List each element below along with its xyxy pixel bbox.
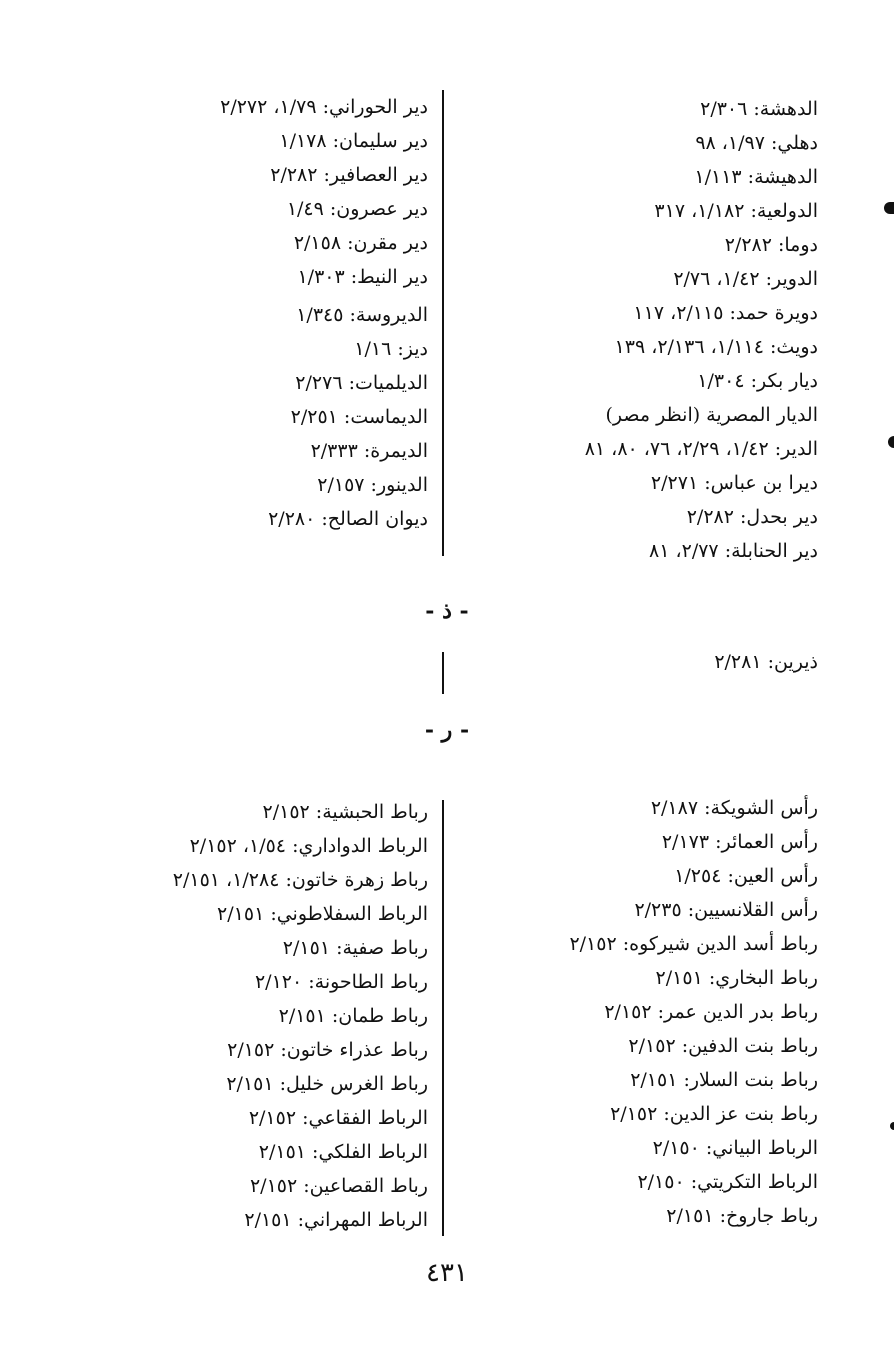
index-entry: رأس القلانسيين: ٢/٢٣٥ — [634, 899, 818, 921]
index-entry: رباط أسد الدين شيركوه: ٢/١٥٢ — [569, 933, 818, 955]
index-entry: الرباط الدواداري: ١/٥٤، ٢/١٥٢ — [189, 835, 428, 857]
index-entry: رباط جاروخ: ٢/١٥١ — [666, 1205, 818, 1227]
index-entry: رباط زهرة خاتون: ١/٢٨٤، ٢/١٥١ — [172, 869, 428, 891]
index-entry: رباط طمان: ٢/١٥١ — [278, 1005, 428, 1027]
dhal-right-column — [518, 645, 818, 679]
index-entry: رباط صفية: ٢/١٥١ — [282, 937, 428, 959]
index-entry: رباط الغرس خليل: ٢/١٥١ — [226, 1073, 428, 1095]
margin-mark — [884, 202, 894, 214]
column-divider — [442, 652, 444, 694]
letter-heading-dhal: - ذ - — [425, 598, 469, 624]
index-entry: دير مقرن: ٢/١٥٨ — [293, 232, 428, 254]
index-entry: الرباط التكريتي: ٢/١٥٠ — [637, 1171, 818, 1193]
index-entry: رباط القصاعين: ٢/١٥٢ — [249, 1175, 428, 1197]
index-entry: رأس العمائر: ٢/١٧٣ — [661, 831, 818, 853]
index-entry: رباط بنت عز الدين: ٢/١٥٢ — [610, 1103, 818, 1125]
index-entry: الديروسة: ١/٣٤٥ — [296, 304, 428, 326]
index-entry: ديرا بن عباس: ٢/٢٧١ — [650, 472, 818, 494]
index-entry: دير عصرون: ١/٤٩ — [286, 198, 428, 220]
index-entry: ديوان الصالح: ٢/٢٨٠ — [268, 508, 428, 530]
margin-mark — [888, 436, 894, 448]
index-entry: دير الحنابلة: ٢/٧٧، ٨١ — [649, 540, 818, 562]
index-entry: الديار المصرية (انظر مصر) — [605, 404, 818, 426]
index-entry: الرباط البياني: ٢/١٥٠ — [652, 1137, 818, 1159]
margin-mark — [890, 1122, 894, 1130]
index-entry: الرباط الفلكي: ٢/١٥١ — [258, 1141, 428, 1163]
ra-right-column — [478, 791, 818, 1233]
letter-heading-ra: - ر - — [424, 717, 470, 743]
index-entry: رأس الشويكة: ٢/١٨٧ — [650, 797, 818, 819]
index-entry: الرباط السفلاطوني: ٢/١٥١ — [217, 903, 428, 925]
index-entry: دير سليمان: ١/١٧٨ — [279, 130, 428, 152]
index-entry: رباط البخاري: ٢/١٥١ — [655, 967, 818, 989]
dal-right-column — [478, 92, 818, 568]
index-entry: الديماست: ٢/٢٥١ — [290, 406, 428, 428]
index-entry: الدهيشة: ١/١١٣ — [694, 166, 818, 188]
index-entry: رأس العين: ١/٢٥٤ — [674, 865, 818, 887]
index-entry: الدير: ١/٤٢، ٢/٢٩، ٧٦، ٨٠، ٨١ — [584, 438, 818, 460]
index-entry: الدينور: ٢/١٥٧ — [317, 474, 428, 496]
column-divider — [442, 800, 444, 1236]
index-entry: الدولعية: ١/١٨٢، ٣١٧ — [654, 200, 818, 222]
index-entry: ديار بكر: ١/٣٠٤ — [697, 370, 818, 392]
index-entry: رباط بنت السلار: ٢/١٥١ — [630, 1069, 818, 1091]
index-entry: رباط الحبشية: ٢/١٥٢ — [262, 801, 428, 823]
index-entry: دهلي: ١/٩٧، ٩٨ — [695, 132, 818, 154]
index-entry: دوما: ٢/٢٨٢ — [724, 234, 818, 256]
index-entry: ديز: ١/١٦ — [354, 338, 428, 360]
index-entry: رباط بدر الدين عمر: ٢/١٥٢ — [604, 1001, 818, 1023]
index-entry: الرباط الفقاعي: ٢/١٥٢ — [248, 1107, 428, 1129]
index-entry: دير الحوراني: ١/٧٩، ٢/٢٧٢ — [220, 96, 428, 118]
ra-left-column — [88, 795, 428, 1237]
index-entry: دير النيط: ١/٣٠٣ — [297, 266, 428, 288]
index-entry: دير بحدل: ٢/٢٨٢ — [686, 506, 818, 528]
index-entry: الرباط المهراني: ٢/١٥١ — [244, 1209, 428, 1231]
column-divider — [442, 90, 444, 556]
index-entry: الدهشة: ٢/٣٠٦ — [700, 98, 818, 120]
index-entry: دويث: ١/١١٤، ٢/١٣٦، ١٣٩ — [614, 336, 818, 358]
index-entry: الديمرة: ٢/٣٣٣ — [310, 440, 428, 462]
dal-left-column — [128, 90, 428, 536]
index-entry: دويرة حمد: ٢/١١٥، ١١٧ — [633, 302, 818, 324]
index-entry: ذيرين: ٢/٢٨١ — [714, 651, 818, 673]
page-number: ٤٣١ — [426, 1258, 468, 1288]
index-entry: رباط الطاحونة: ٢/١٢٠ — [254, 971, 428, 993]
index-entry: دير العصافير: ٢/٢٨٢ — [270, 164, 428, 186]
index-entry: الدوير: ١/٤٢، ٢/٧٦ — [673, 268, 818, 290]
index-entry: رباط عذراء خاتون: ٢/١٥٢ — [227, 1039, 428, 1061]
index-entry: رباط بنت الدفين: ٢/١٥٢ — [628, 1035, 818, 1057]
index-entry: الديلميات: ٢/٢٧٦ — [295, 372, 428, 394]
